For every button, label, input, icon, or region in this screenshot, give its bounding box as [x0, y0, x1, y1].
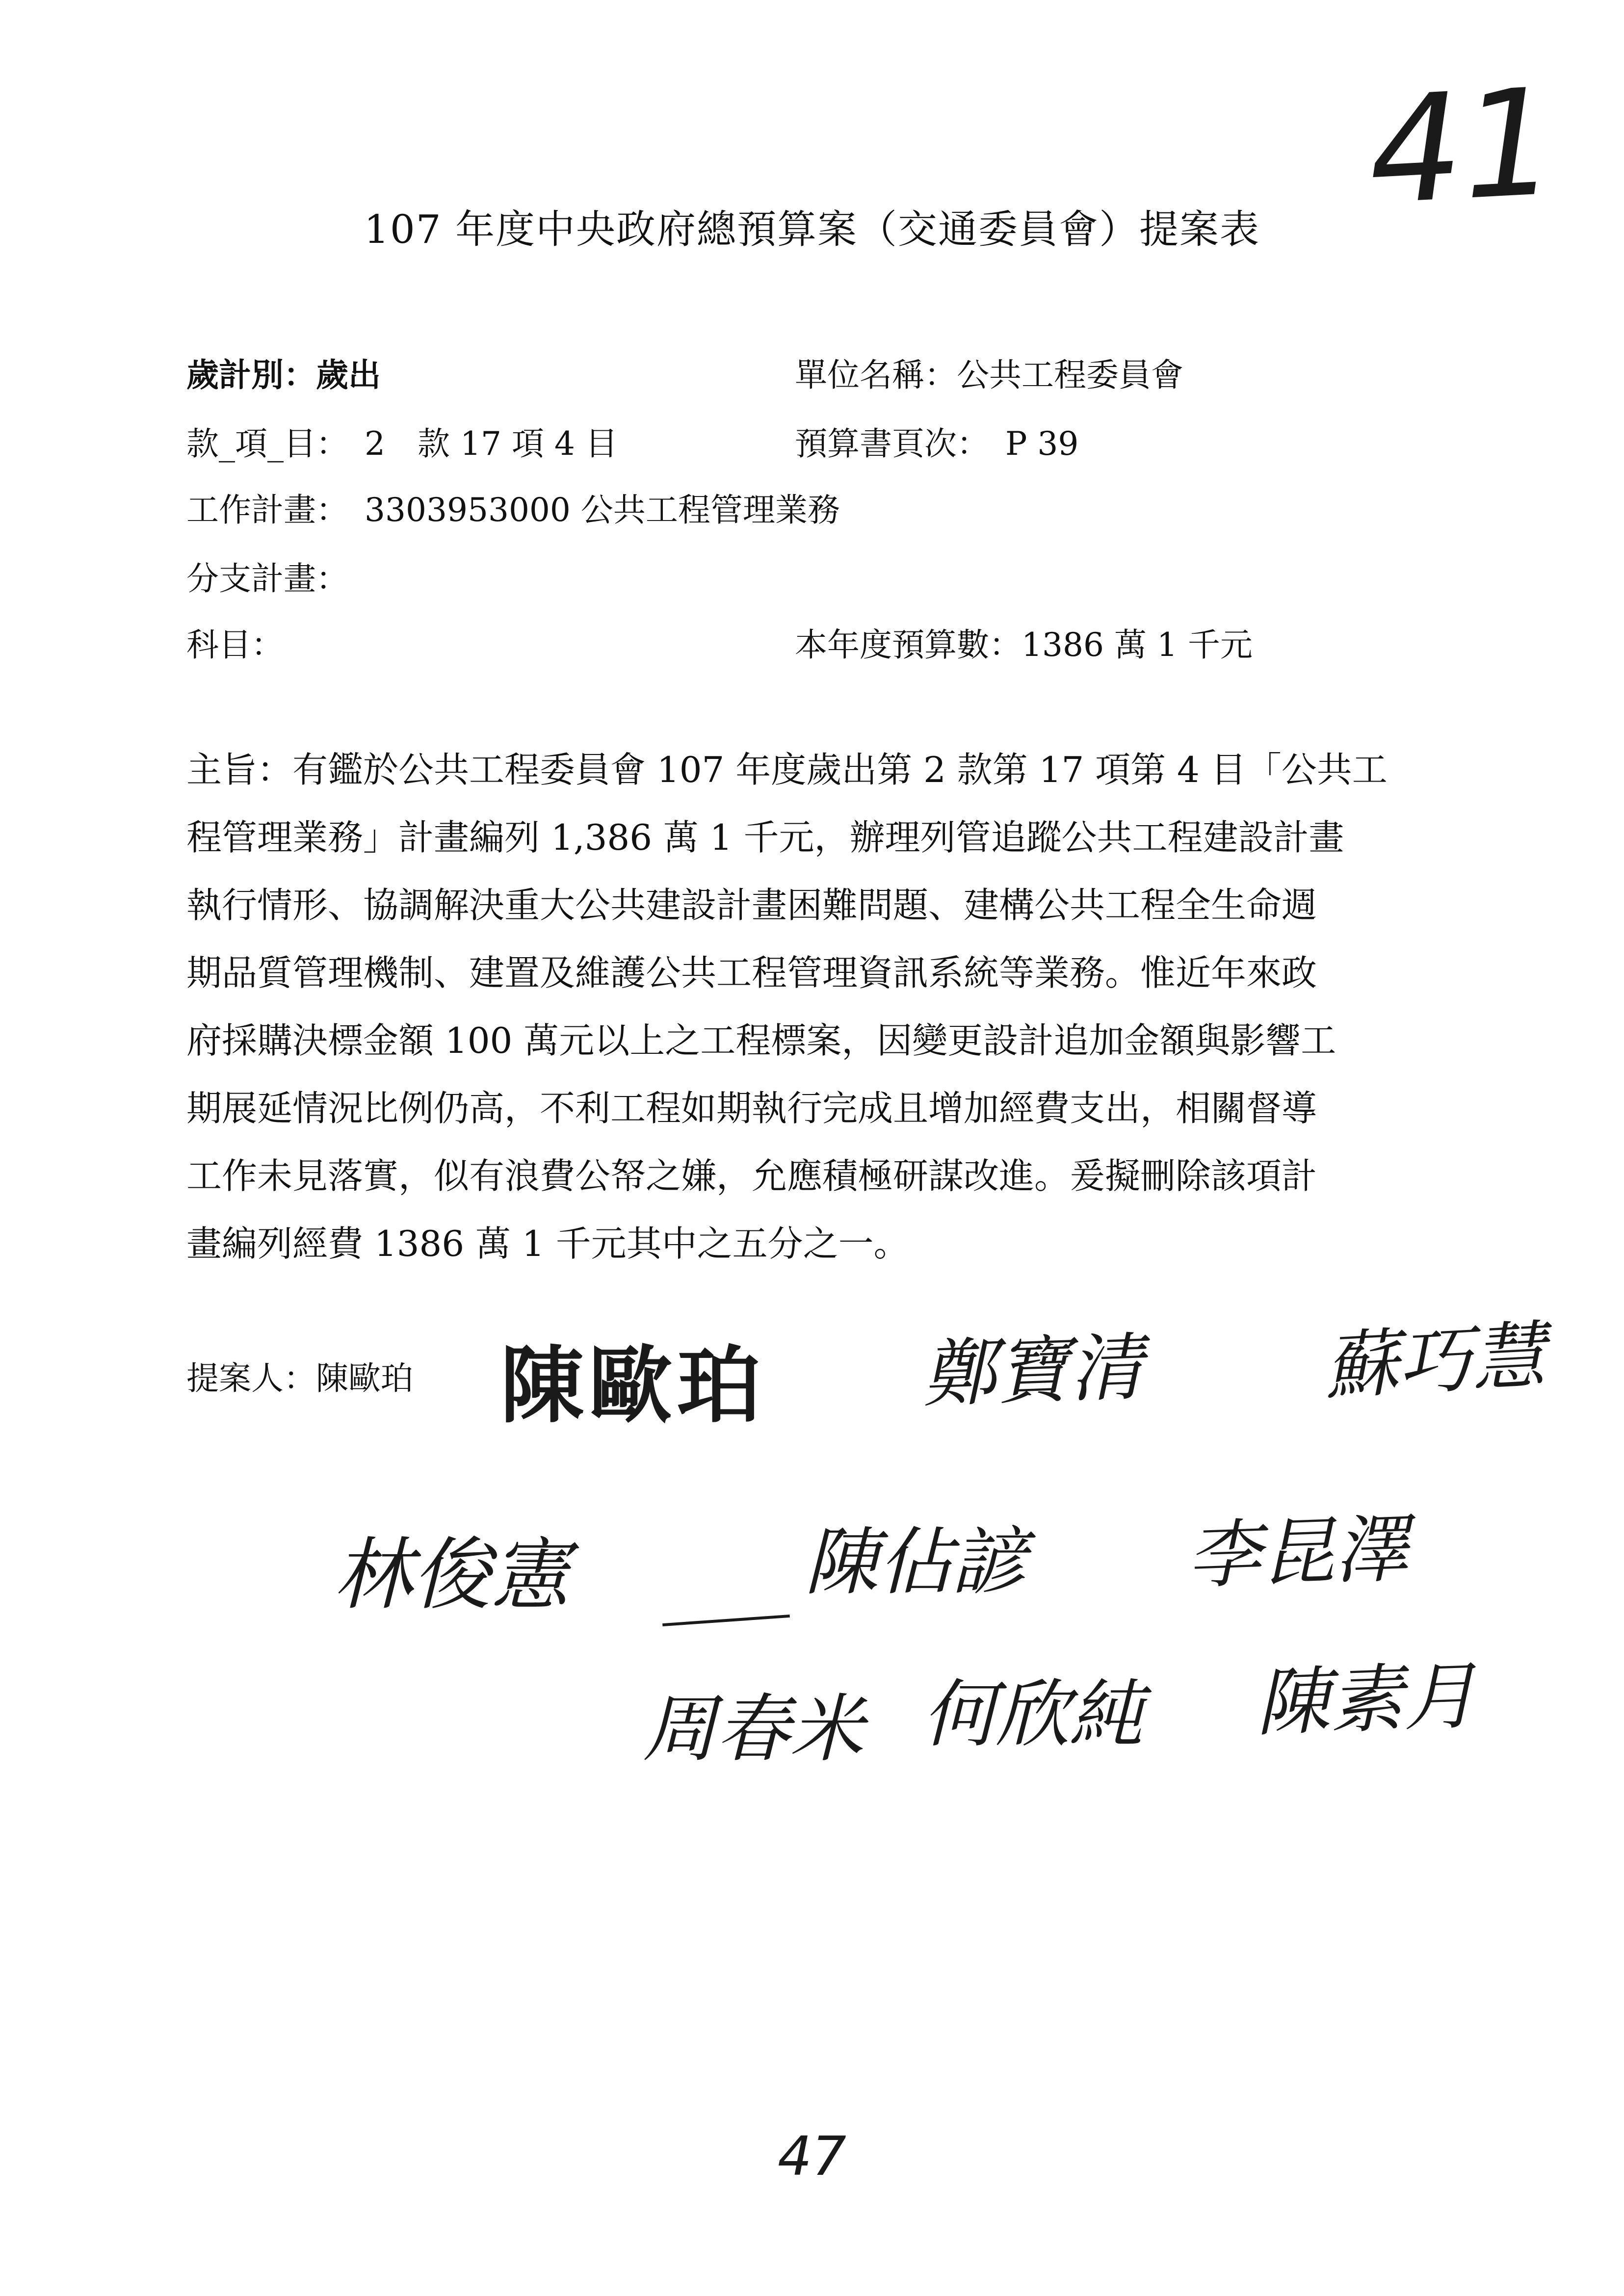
field-work-plan: 工作計畫： 3303953000 公共工程管理業務	[186, 491, 840, 529]
subject-line: 主旨：有鑑於公共工程委員會 107 年度歲出第 2 款第 17 項第 4 目「公共工	[186, 749, 1388, 790]
subject-line: 程管理業務」計畫編列 1,386 萬 1 千元，辦理列管追蹤公共工程建設計畫	[186, 817, 1344, 858]
subject-line: 畫編列經費 1386 萬 1 千元其中之五分之一。	[186, 1223, 909, 1264]
subject-line: 工作未見落實，似有浪費公帑之嫌，允應積極研謀改進。爰擬刪除該項計	[186, 1155, 1317, 1197]
signature: 陳歐珀	[500, 1337, 766, 1435]
subject-line: 府採購決標金額 100 萬元以上之工程標案，因變更設計追加金額與影響工	[186, 1020, 1336, 1061]
handwritten-page-number: 41	[1364, 56, 1561, 237]
subject-line: 期展延情況比例仍高，不利工程如期執行完成且增加經費支出，相關督導	[186, 1088, 1317, 1129]
field-page-ref: 預算書頁次： P 39	[795, 425, 1079, 463]
signature: 何欣純	[922, 1672, 1144, 1757]
proposer-label: 提案人：陳歐珀	[186, 1359, 413, 1397]
field-item: 款_項_目： 2 款 17 項 4 目	[186, 425, 618, 463]
signature-stroke	[662, 1615, 790, 1626]
signature: 陳佔諺	[805, 1520, 1026, 1605]
subject-paragraph	[186, 736, 1442, 1278]
subject-line: 期品質管理機制、建置及維護公共工程管理資訊系統等業務。惟近年來政	[186, 952, 1317, 993]
signature: 周春米	[643, 1687, 864, 1772]
signature: 林俊憲	[334, 1529, 570, 1620]
subject-line: 執行情形、協調解決重大公共建設計畫困難問題、建構公共工程全生命週	[186, 885, 1317, 926]
signature: 李昆澤	[1186, 1506, 1410, 1599]
field-unit: 單位名稱：公共工程委員會	[795, 356, 1183, 394]
field-category: 歲計別：歲出	[186, 356, 381, 394]
field-sub-plan: 分支計畫：	[186, 560, 348, 598]
field-budget-amount: 本年度預算數：1386 萬 1 千元	[795, 626, 1253, 664]
document-title: 107 年度中央政府總預算案（交通委員會）提案表	[364, 207, 1260, 252]
footer-page-number: 47	[778, 2125, 846, 2188]
signature: 蘇巧慧	[1322, 1313, 1548, 1410]
signature: 鄭寶清	[921, 1325, 1145, 1418]
field-subject-account: 科目：	[186, 626, 284, 664]
signature: 陳素月	[1255, 1653, 1478, 1747]
